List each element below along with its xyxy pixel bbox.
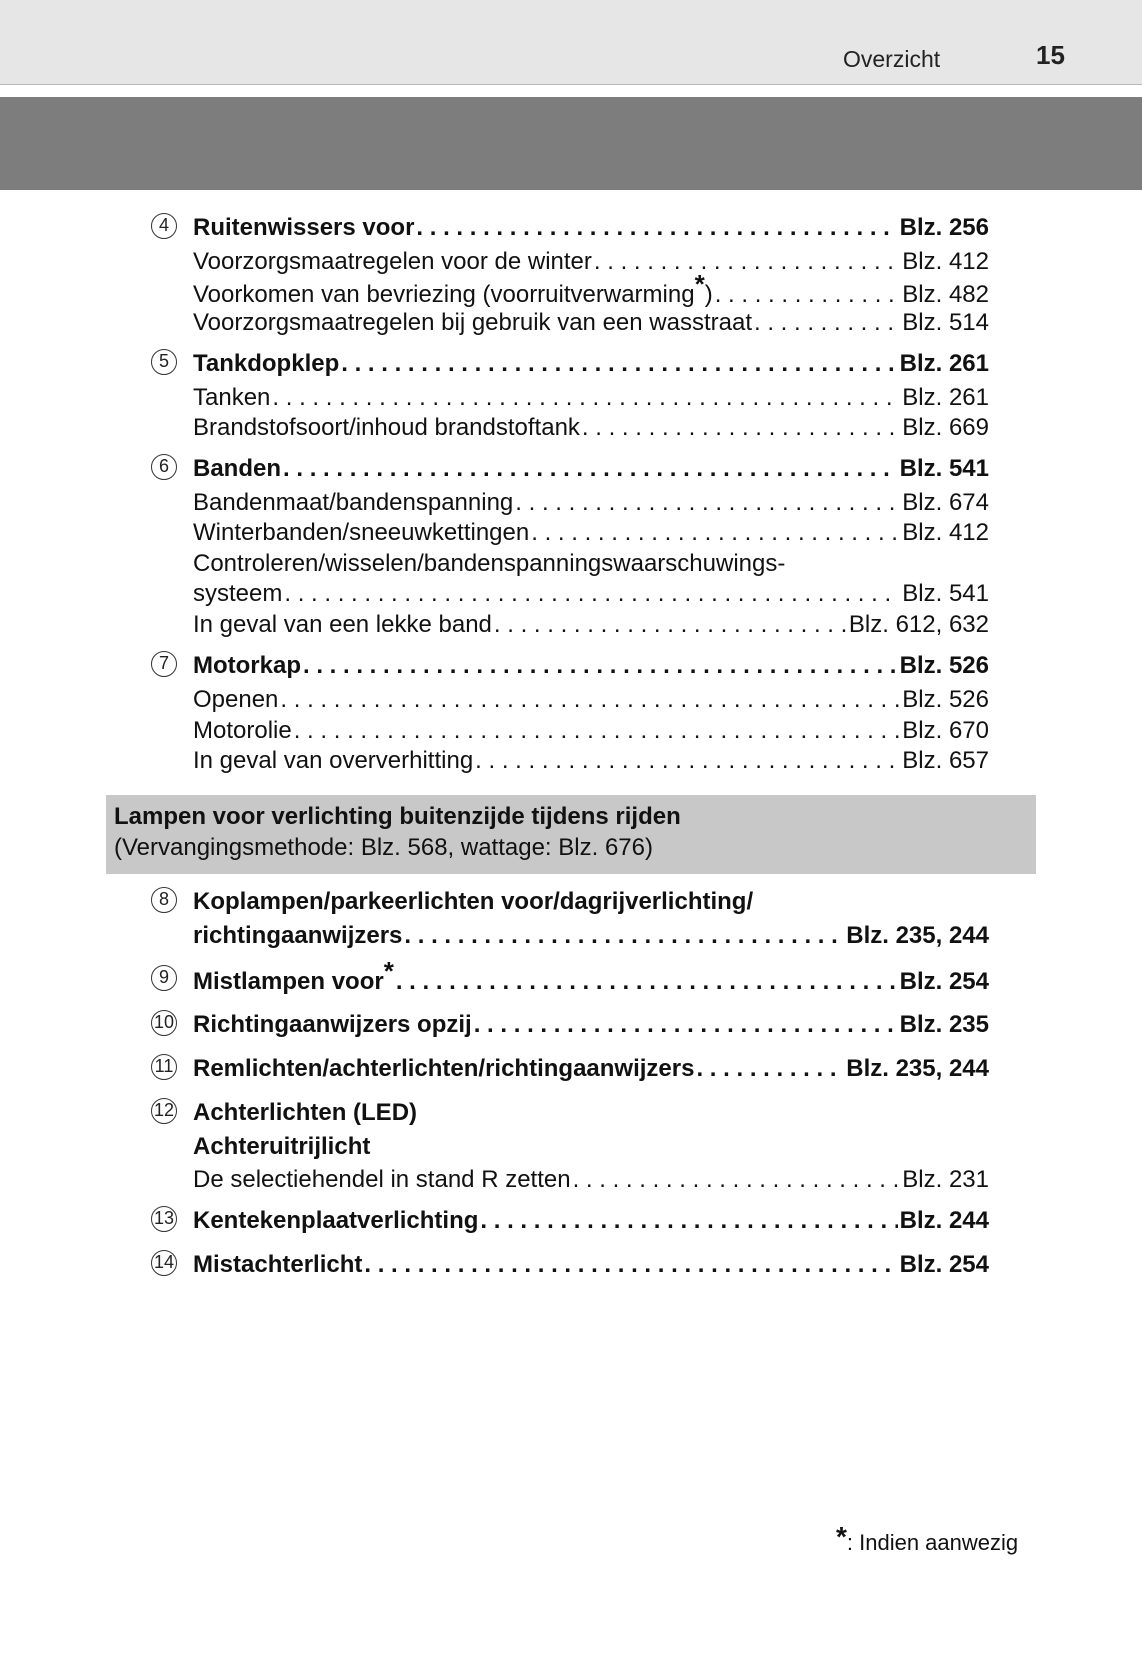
leader-dots bbox=[294, 716, 901, 746]
page-ref: Blz. 514 bbox=[902, 309, 989, 336]
toc-entry-achterlichten bbox=[193, 1098, 989, 1128]
toc-subentry[interactable] bbox=[193, 308, 989, 338]
page-ref: Blz. 670 bbox=[902, 717, 989, 744]
entry-label: Tanken bbox=[193, 384, 271, 411]
page-number: 15 bbox=[1036, 40, 1065, 70]
page-ref: Blz. 612, 632 bbox=[848, 611, 989, 638]
page-ref: Blz. 256 bbox=[899, 214, 989, 241]
callout-number-9: 9 bbox=[151, 965, 177, 991]
page-ref: Blz. 674 bbox=[902, 489, 989, 516]
leader-dots bbox=[303, 651, 898, 681]
leader-dots bbox=[475, 746, 900, 776]
callout-number-4: 4 bbox=[151, 213, 177, 239]
toc-subentry[interactable] bbox=[193, 488, 989, 518]
callout-number-7: 7 bbox=[151, 651, 177, 677]
entry-label bbox=[193, 956, 394, 997]
decorative-band bbox=[0, 97, 1142, 190]
entry-label: Openen bbox=[193, 686, 279, 713]
page-ref: Blz. 526 bbox=[899, 652, 989, 679]
entry-label: In geval van oververhitting bbox=[193, 747, 474, 774]
callout-number-10: 10 bbox=[151, 1010, 177, 1036]
leader-dots bbox=[272, 383, 900, 413]
asterisk-marker: * bbox=[383, 956, 394, 986]
page-ref: Blz. 235 bbox=[899, 1011, 989, 1038]
entry-label: Kentekenplaatverlichting bbox=[193, 1207, 479, 1234]
entry-label: Mistachterlicht bbox=[193, 1251, 363, 1278]
entry-label: Tankdopklep bbox=[193, 350, 340, 377]
toc-subentry[interactable] bbox=[193, 383, 989, 413]
page-ref: Blz. 235, 244 bbox=[846, 922, 989, 949]
leader-dots bbox=[284, 579, 900, 609]
leader-dots bbox=[582, 413, 900, 443]
page-ref: Blz. 254 bbox=[899, 1251, 989, 1278]
page-ref: Blz. 261 bbox=[899, 350, 989, 377]
toc-subentry[interactable] bbox=[193, 716, 989, 746]
section-title: Overzicht bbox=[843, 46, 941, 72]
toc-entry-richtingaanwijzers-opzij[interactable] bbox=[193, 1010, 989, 1040]
page-ref: Blz. 412 bbox=[902, 519, 989, 546]
page-ref: Blz. 526 bbox=[902, 686, 989, 713]
callout-number-6: 6 bbox=[151, 454, 177, 480]
page-ref: Blz. 254 bbox=[899, 968, 989, 995]
page-ref: Blz. 657 bbox=[902, 747, 989, 774]
entry-label: De selectiehendel in stand R zetten bbox=[193, 1166, 571, 1193]
leader-dots bbox=[474, 1010, 898, 1040]
toc-entry-mistachterlicht[interactable] bbox=[193, 1250, 989, 1280]
asterisk-marker: * bbox=[694, 269, 705, 299]
leader-dots bbox=[754, 308, 900, 338]
header-bar bbox=[0, 0, 1142, 84]
page-ref: Blz. 541 bbox=[902, 580, 989, 607]
leader-dots bbox=[283, 454, 898, 484]
callout-number-5: 5 bbox=[151, 349, 177, 375]
entry-label: Achterlichten (LED) bbox=[193, 1099, 418, 1126]
toc-subentry[interactable] bbox=[193, 746, 989, 776]
header-divider bbox=[0, 84, 1142, 85]
toc-entry-achteruitrijlicht bbox=[193, 1132, 989, 1162]
leader-dots bbox=[480, 1206, 897, 1236]
leader-dots bbox=[341, 349, 897, 379]
entry-label: Remlichten/achterlichten/richtingaanwijzers bbox=[193, 1055, 695, 1082]
toc-entry-mistlampen[interactable] bbox=[193, 956, 989, 995]
entry-label: richtingaanwijzers bbox=[193, 922, 403, 949]
leader-dots bbox=[594, 247, 900, 277]
page-ref: Blz. 669 bbox=[902, 414, 989, 441]
leader-dots bbox=[416, 213, 897, 243]
toc-entry-banden[interactable] bbox=[193, 454, 989, 484]
entry-label: Richtingaanwijzers opzij bbox=[193, 1011, 472, 1038]
entry-label: Ruitenwissers voor bbox=[193, 214, 415, 241]
toc-subentry[interactable] bbox=[193, 269, 989, 308]
leader-dots bbox=[280, 685, 900, 715]
entry-label: Koplampen/parkeerlichten voor/dagrijverlichting/ bbox=[193, 888, 754, 915]
toc-subentry[interactable] bbox=[193, 610, 989, 640]
leader-dots bbox=[531, 518, 900, 548]
callout-number-14: 14 bbox=[151, 1250, 177, 1276]
page-ref: Blz. 482 bbox=[902, 281, 989, 308]
toc-subentry[interactable] bbox=[193, 518, 989, 548]
footnote bbox=[836, 1521, 1019, 1557]
leader-dots bbox=[404, 921, 844, 951]
toc-subentry[interactable] bbox=[193, 579, 989, 609]
leader-dots bbox=[696, 1054, 844, 1084]
leader-dots bbox=[573, 1165, 901, 1195]
callout-number-13: 13 bbox=[151, 1206, 177, 1232]
leader-dots bbox=[364, 1250, 897, 1280]
entry-label-text: Voorkomen van bevriezing (voorruitverwarming bbox=[193, 281, 695, 308]
entry-label: systeem bbox=[193, 580, 283, 607]
entry-label-text: Mistlampen voor bbox=[193, 968, 384, 995]
leader-dots bbox=[515, 488, 900, 518]
lamp-section-subtitle: (Vervangingsmethode: Blz. 568, wattage: Blz. 676) bbox=[114, 834, 653, 861]
entry-label: Banden bbox=[193, 455, 282, 482]
page-ref: Blz. 244 bbox=[899, 1207, 989, 1234]
page-ref: Blz. 541 bbox=[899, 455, 989, 482]
page-ref: Blz. 412 bbox=[902, 248, 989, 275]
footnote-text: : Indien aanwezig bbox=[846, 1530, 1019, 1555]
entry-label: Voorzorgsmaatregelen bij gebruik van een wasstraat bbox=[193, 309, 752, 336]
asterisk-marker: * bbox=[836, 1521, 847, 1552]
toc-subentry[interactable] bbox=[193, 247, 989, 277]
callout-number-11: 11 bbox=[151, 1054, 177, 1080]
callout-number-12: 12 bbox=[151, 1098, 177, 1124]
entry-label: Controleren/wisselen/bandenspanningswaarschuwings- bbox=[193, 550, 786, 577]
toc-entry-koplampen[interactable] bbox=[193, 921, 989, 951]
leader-dots bbox=[494, 610, 847, 640]
entry-label: Brandstofsoort/inhoud brandstoftank bbox=[193, 414, 580, 441]
entry-label: In geval van een lekke band bbox=[193, 611, 492, 638]
toc-entry-kentekenplaatverlichting[interactable] bbox=[193, 1206, 989, 1236]
entry-label-close: ) bbox=[704, 281, 713, 308]
toc-subentry[interactable] bbox=[193, 413, 989, 443]
entry-label: Motorkap bbox=[193, 652, 301, 679]
lamp-section-title: Lampen voor verlichting buitenzijde tijdens rijden bbox=[114, 803, 681, 830]
entry-label: Winterbanden/sneeuwkettingen bbox=[193, 519, 530, 546]
toc-entry-ruitenwissers[interactable] bbox=[193, 213, 989, 243]
page-ref: Blz. 261 bbox=[902, 384, 989, 411]
page-ref: Blz. 235, 244 bbox=[846, 1055, 989, 1082]
entry-label bbox=[193, 269, 713, 310]
entry-label: Bandenmaat/bandenspanning bbox=[193, 489, 514, 516]
callout-number-8: 8 bbox=[151, 887, 177, 913]
entry-label: Motorolie bbox=[193, 717, 292, 744]
toc-entry-motorkap[interactable] bbox=[193, 651, 989, 681]
leader-dots bbox=[715, 280, 901, 310]
toc-subentry bbox=[193, 549, 989, 579]
toc-entry-koplampen-line1 bbox=[193, 887, 989, 917]
entry-label: Achteruitrijlicht bbox=[193, 1133, 371, 1160]
toc-subentry[interactable] bbox=[193, 685, 989, 715]
entry-label: Voorzorgsmaatregelen voor de winter bbox=[193, 248, 592, 275]
toc-entry-remlichten[interactable] bbox=[193, 1054, 989, 1084]
toc-subentry[interactable] bbox=[193, 1165, 989, 1195]
page-ref: Blz. 231 bbox=[902, 1166, 989, 1193]
toc-entry-tankdopklep[interactable] bbox=[193, 349, 989, 379]
leader-dots bbox=[396, 967, 898, 997]
